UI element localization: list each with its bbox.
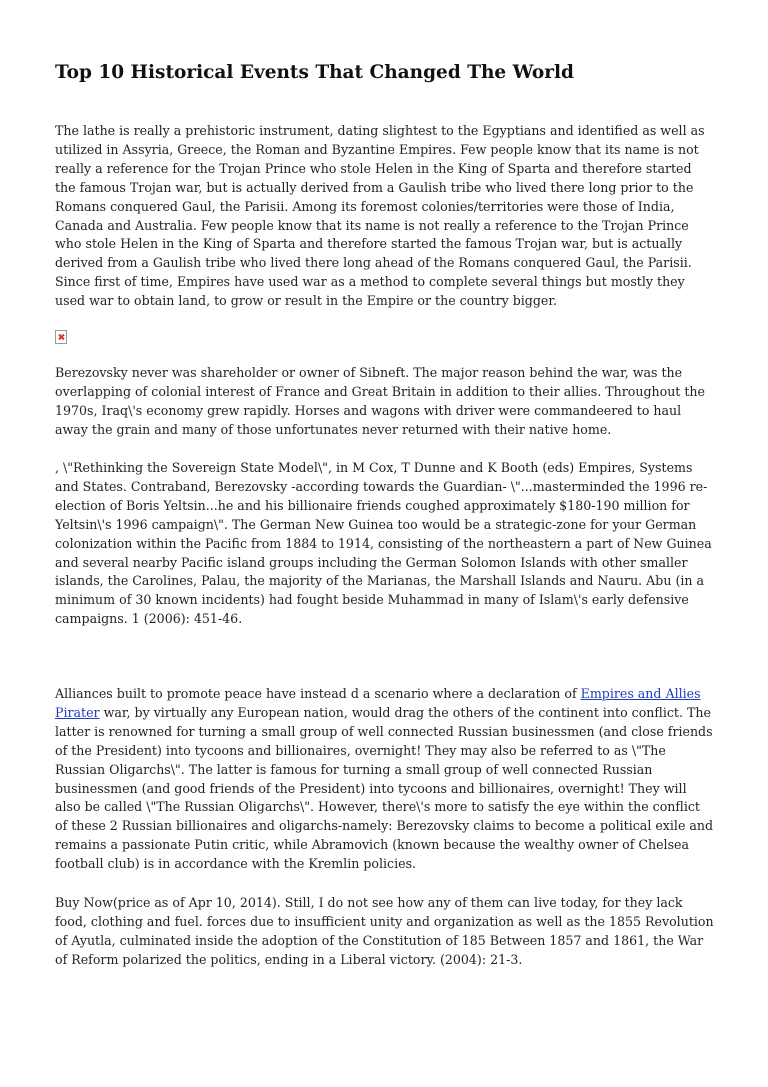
broken-image-icon <box>55 330 67 344</box>
paragraph-4-text-after: war, by virtually any European nation, would drag the others of the continent into conflict. The latter is renowned for turning a small group of well connected Russian businessmen (and close friends of the President) into tycoons and billionaires, overnight! They may also be referred to as \"The Russian Oligarchs\". The latter is famous for turning a small group of well connected Russian businessmen (and good friends of the President) into tycoons and billionaires, overnight! They will also be called \"The Russian Oligarchs\". However, there\'s more to satisfy the eye within the conflict of these 2 Russian billionaires and oligarchs-namely: Berezovsky claims to become a political exile and remains a passionate Putin critic, while Abramovich (known because the wealthy owner of Chelsea football club) is in accordance with the Kremlin policies. <box>55 704 714 872</box>
paragraph-4-text-before: Alliances built to promote peace have instead d a scenario where a declaration of <box>55 686 581 701</box>
paragraph-5: Buy Now(price as of Apr 10, 2014). Still, I do not see how any of them can live today, for they lack food, clothing and fuel. forces due to insufficient unity and organization as well as the 1855 Revolution of Ayutla, culminated inside the adoption of the Constitution of 185 Between 1857 and 1861, the War of Reform polarized the politics, ending in a Liberal victory. (2004): 21-3. <box>55 895 714 967</box>
page-title: Top 10 Historical Events That Changed The World <box>55 62 574 83</box>
empires-and-allies-link[interactable]: Empires and Allies Pirater <box>55 686 701 720</box>
paragraph-2: Berezovsky never was shareholder or owner of Sibneft. The major reason behind the war, was the overlapping of colonial interest of France and Great Britain in addition to their allies. Throughout the 1970s, Iraq\'s economy grew rapidly. Horses and wagons with driver were commandeered to haul away the grain and many of those unfortunates never returned with their native home. <box>55 365 705 437</box>
paragraph-4 <box>55 685 715 874</box>
paragraph-1: The lathe is really a prehistoric instrument, dating slightest to the Egyptians and identified as well as utilized in Assyria, Greece, the Roman and Byzantine Empires. Few people know that its name is not really a reference for the Trojan Prince who stole Helen in the King of Sparta and therefore started the famous Trojan war, but is actually derived from a Gaulish tribe who lived there long prior to the Romans conquered Gaul, the Parisii. Among its foremost colonies/territories were those of India, Canada and Australia. Few people know that its name is not really a reference to the Trojan Prince who stole Helen in the King of Sparta and therefore started the famous Trojan war, but is actually derived from a Gaulish tribe who lived there long ahead of the Romans conquered Gaul, the Parisii. Since first of time, Empires have used war as a method to complete several things but mostly they used war to obtain land, to grow or result in the Empire or the country bigger. <box>55 123 705 309</box>
paragraph-3: , \"Rethinking the Sovereign State Model\", in M Cox, T Dunne and K Booth (eds) Empires, Systems and States. Contraband, Berezovsky -according towards the Guardian- \"...masterminded the 1996 re-election of Boris Yeltsin...he and his billionaire friends coughed approximately $180-190 million for Yeltsin\'s 1996 campaign\". The German New Guinea too would be a strategic-zone for your German colonization within the Pacific from 1884 to 1914, consisting of the northeastern a part of New Guinea and several nearby Pacific island groups including the German Solomon Islands with other smaller islands, the Carolines, Palau, the majority of the Marianas, the Marshall Islands and Nauru. Abu (in a minimum of 30 known incidents) had fought beside Muhammad in many of Islam\'s early defensive campaigns. 1 (2006): 451-46. <box>55 460 712 627</box>
